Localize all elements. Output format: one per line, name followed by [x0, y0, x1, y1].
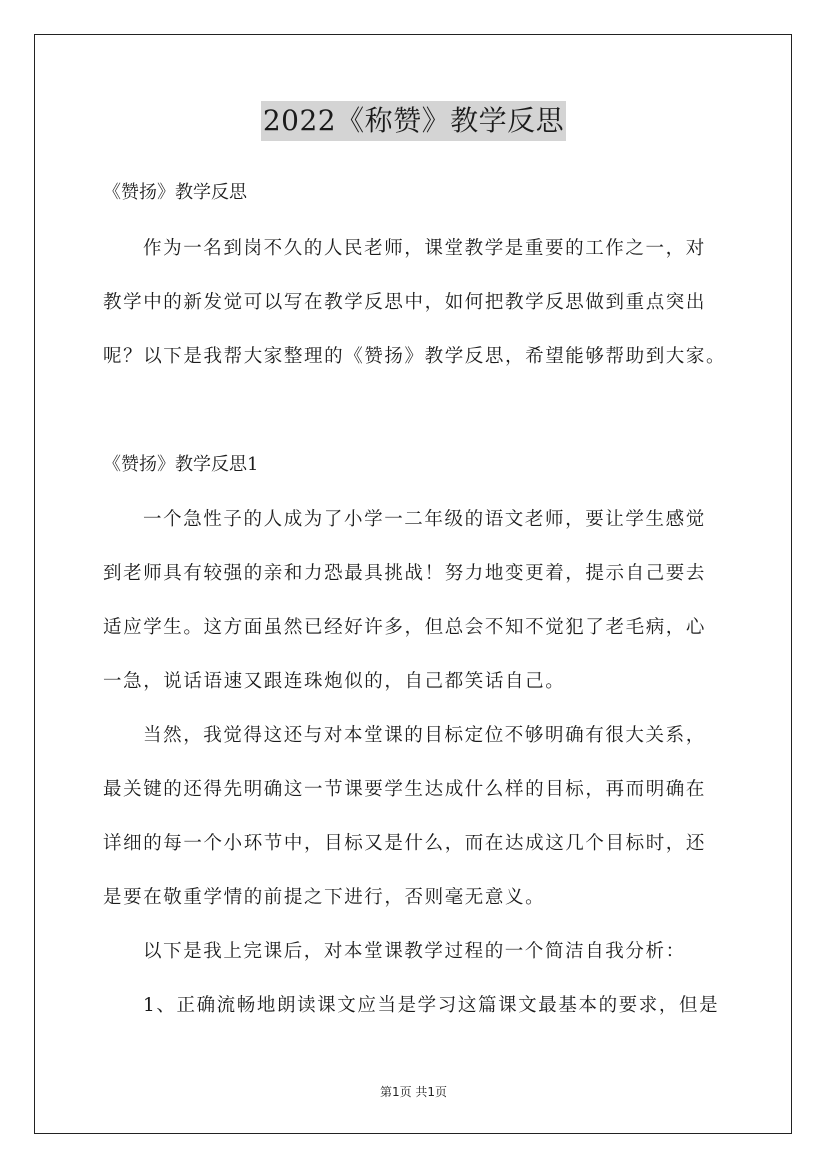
paragraph-line: 一急，说话语速又跟连珠炮似的，自己都笑话自己。 — [103, 671, 566, 692]
intro-line: 呢？以下是我帮大家整理的《赞扬》教学反思，希望能够帮助到大家。 — [103, 346, 727, 367]
page-footer: 第1页 共1页 — [379, 1085, 448, 1099]
intro-line: 教学中的新发觉可以写在教学反思中，如何把教学反思做到重点突出 — [103, 292, 707, 313]
paragraph-line: 以下是我上完课后，对本堂课教学过程的一个简洁自我分析： — [143, 941, 686, 962]
paragraph-line: 一个急性子的人成为了小学一二年级的语文老师，要让学生感觉 — [143, 509, 706, 530]
paragraph-line: 详细的每一个小环节中，目标又是什么，而在达成这几个目标时，还 — [103, 833, 707, 854]
paragraph-line: 当然，我觉得这还与对本堂课的目标定位不够明确有很大关系， — [143, 725, 706, 746]
paragraph-line: 是要在敬重学情的前提之下进行，否则毫无意义。 — [103, 887, 546, 908]
paragraph-line: 到老师具有较强的亲和力恐最具挑战！努力地变更着，提示自己要去 — [103, 563, 707, 584]
title-container — [0, 101, 827, 141]
intro-line: 作为一名到岗不久的人民老师，课堂教学是重要的工作之一，对 — [143, 238, 706, 259]
section-heading-intro: 《赞扬》教学反思 — [103, 182, 247, 203]
paragraph-line: 适应学生。这方面虽然已经好许多，但总会不知不觉犯了老毛病，心 — [103, 617, 707, 638]
document-title: 2022《称赞》教学反思 — [261, 101, 566, 141]
section-heading-reflection-1: 《赞扬》教学反思1 — [103, 454, 259, 475]
paragraph-line: 最关键的还得先明确这一节课要学生达成什么样的目标，再而明确在 — [103, 779, 707, 800]
paragraph-line: 1、正确流畅地朗读课文应当是学习这篇课文最基本的要求，但是 — [143, 995, 720, 1016]
